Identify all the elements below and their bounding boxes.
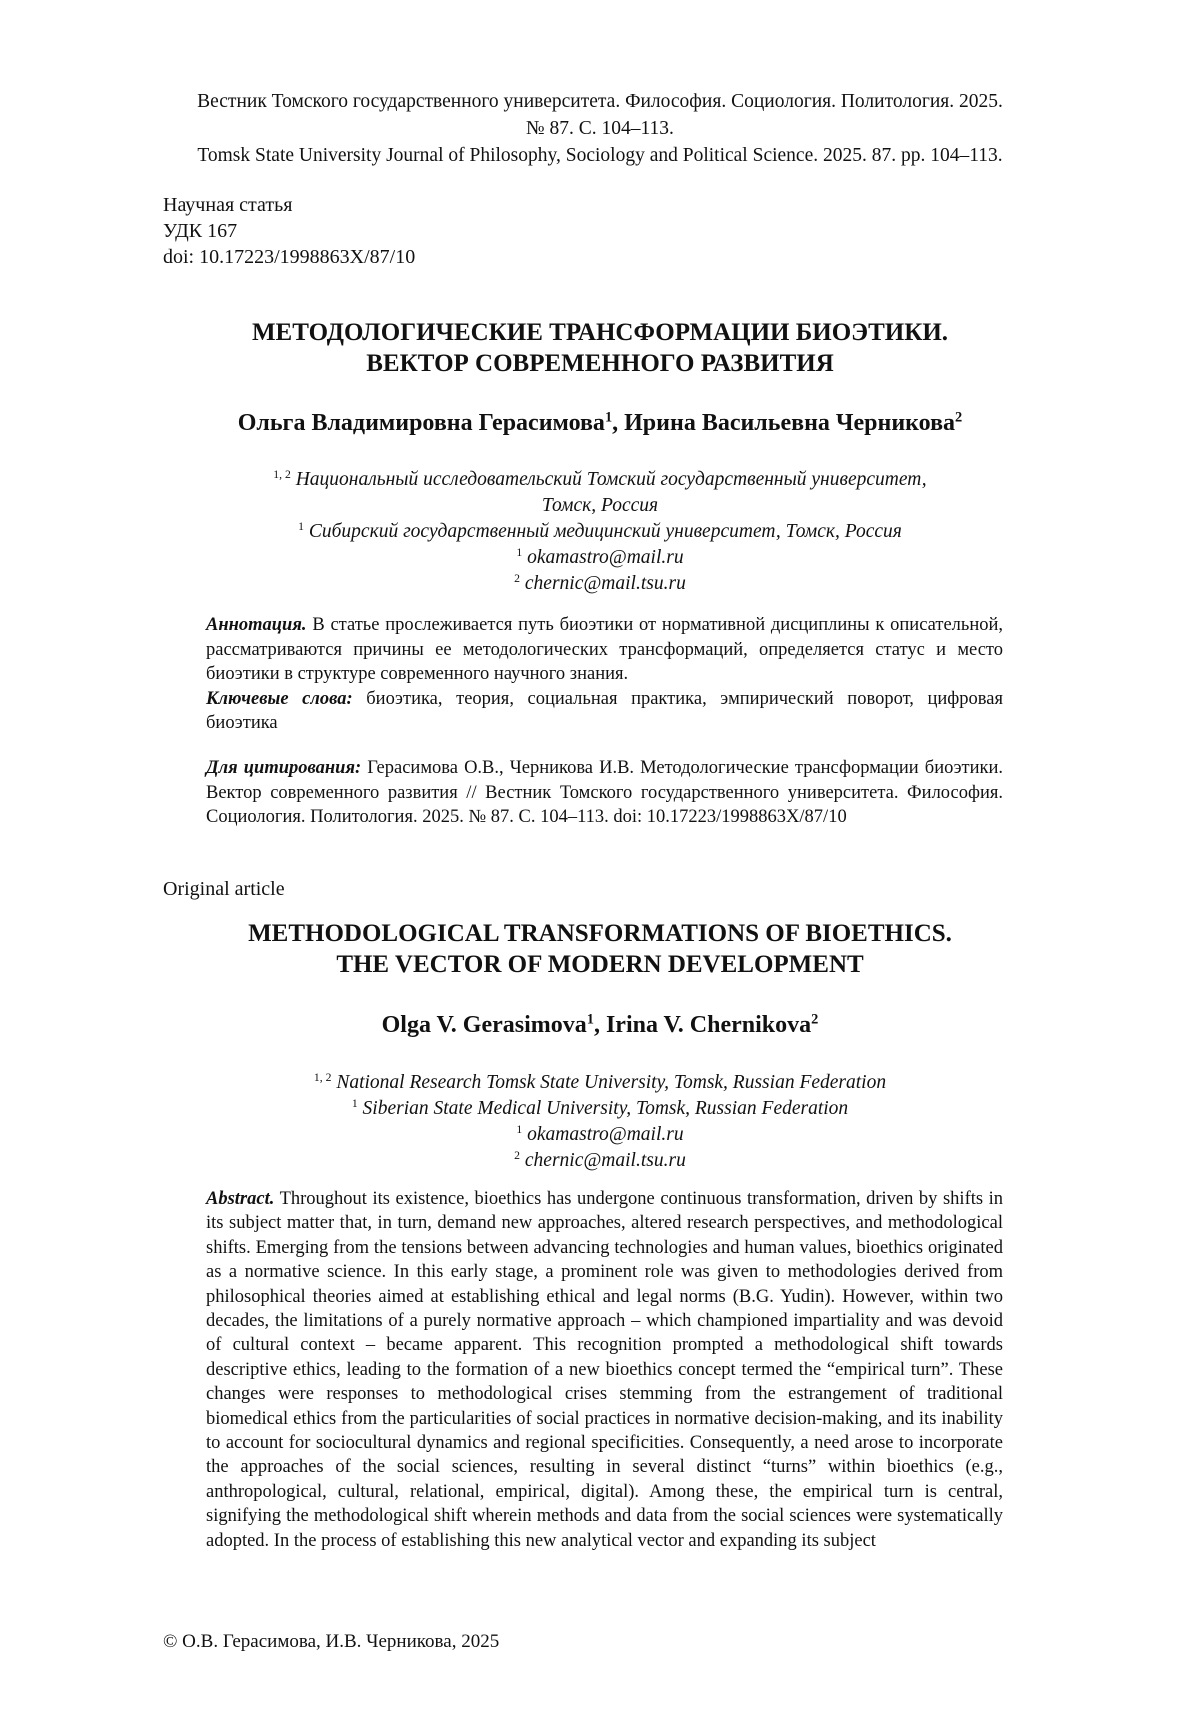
annotation-label: Аннотация. [206,615,307,635]
author-en-1: Olga V. Gerasimova [381,1012,587,1038]
annotation-ru [206,613,1003,736]
author-en-1-sup: 1 [586,1011,594,1028]
email-ru-1 [150,545,1050,571]
udk-code: УДК 167 [163,220,238,242]
email-en-1-sup: 1 [516,1122,523,1136]
author-ru-1: Ольга Владимировна Герасимова [237,410,605,436]
email-en-2-sup: 2 [514,1148,521,1162]
email-en-2 [150,1148,1050,1174]
affil-en-1-sup: 1, 2 [313,1070,332,1084]
affiliations-en [150,1070,1050,1174]
affil-ru-2-text: Сибирский государственный медицинский университет, Томск, Россия [308,521,902,542]
email-ru-2-link[interactable]: chernic@mail.tsu.ru [524,573,686,594]
journal-header-line-en: Tomsk State University Journal of Philosophy, Sociology and Political Science. 2025. 87. pp. 104–113. [197,145,1003,166]
affil-ru-1-text: Национальный исследовательский Томский государственный университет, [295,469,927,490]
citation-text: Герасимова О.В., Черникова И.В. Методологические трансформации биоэтики. Вектор современного развития // Вестник Томского государственного университета. Философия. Социология. Политология. 2025. № 87. С. 104–113. doi: 10.17223/1998863X/87/10 [206,758,1004,827]
email-ru-1-link[interactable]: okamastro@mail.ru [527,547,684,568]
author-en-2-sup: 2 [811,1011,819,1028]
journal-header-issue: № 87. С. 104–113. [526,118,674,139]
keywords-label: Ключевые слова: [206,688,353,709]
annotation-text: В статье прослеживается путь биоэтики от нормативной дисциплины к описательной, рассматриваются причины ее методологических трансформаций, определяется статус и место биоэтики в структуре современного научного знания. [206,615,1004,684]
title-en-line2: THE VECTOR OF MODERN DEVELOPMENT [336,951,864,978]
keywords-text: биоэтика, теория, социальная практика, эмпирический поворот, цифровая биоэтика [206,688,1003,733]
title-en [150,918,1050,980]
affil-en-1 [150,1070,1050,1096]
title-ru-line2: ВЕКТОР СОВРЕМЕННОГО РАЗВИТИЯ [366,350,834,377]
article-meta [163,192,415,270]
affil-en-2-sup: 1 [351,1096,358,1110]
affil-en-2-text: Siberian State Medical University, Tomsk, Russian Federation [362,1098,849,1119]
author-ru-2-sup: 2 [955,409,963,426]
authors-en: Olga V. Gerasimova$^1$, Irina V. Chernikova$^2$ [381,1011,819,1038]
citation-ru [206,756,1003,830]
article-type: Научная статья [163,194,293,216]
email-ru-2 [150,571,1050,597]
author-en-2: Irina V. Chernikova [605,1012,812,1038]
title-en-line1: METHODOLOGICAL TRANSFORMATIONS OF BIOETHICS. [248,920,952,947]
email-ru-1-sup: 1 [516,545,523,559]
abstract-en [206,1187,1003,1553]
author-ru-2: Ирина Васильевна Черникова [624,410,956,436]
affil-en-2 [150,1096,1050,1122]
affil-ru-1-line2: Томск, Россия [541,495,659,516]
article-type-en: Original article [163,878,285,900]
affil-en-1-text: National Research Tomsk State University, Tomsk, Russian Federation [336,1072,887,1093]
email-en-1-link[interactable]: okamastro@mail.ru [527,1124,684,1145]
journal-header [150,88,1050,169]
author-ru-1-sup: 1 [604,409,613,426]
affil-ru-2-sup: 1 [298,519,304,533]
abstract-text: Throughout its existence, bioethics has undergone continuous transformation, driven by shifts in its subject matter that, in turn, demand new approaches, altered research perspectives, and methodological shifts. Emerging from the tensions between advancing technologies and human values, bioethics originated as a normative science. In this early stage, a prominent role was given to methodologies derived from philosophical theories aimed at establishing ethical and legal norms (B.G. Yudin). However, within two decades, the limitations of a purely normative approach – which championed impartiality and was devoid of cultural context – became apparent. This recognition prompted a methodological shift towards descriptive ethics, leading to the formation of a new bioethics concept termed the “empirical turn”. These changes were responses to methodological crises stemming from the estrangement of traditional biomedical ethics from the particularities of social practices in normative decision-making, and its inability to account for sociocultural dynamics and regional specificities. Consequently, a need arose to incorporate the approaches of the social sciences, resulting in several distinct “turns” within bioethics (e.g., anthropological, cultural, relational, empirical, digital). Among these, the empirical turn is central, signifying the methodological shift wherein methods and data from the social sciences were systematically adopted. In the process of establishing this new analytical vector and expanding its subject [206,1189,1004,1551]
authors-ru: Ольга Владимировна Герасимова$^1$, Ирина Васильевна Черникова$^2$ [237,409,963,436]
citation-label: Для цитирования: [206,758,362,778]
journal-header-line-ru: Вестник Томского государственного университета. Философия. Социология. Политология. 2025. [197,91,1003,112]
copyright-footer: © О.В. Герасимова, И.В. Черникова, 2025 [163,1631,500,1652]
affil-ru-2 [150,519,1050,545]
affiliations-ru [150,467,1050,597]
affil-ru-1-line1 [150,467,1050,493]
affil-ru-1-sup: 1, 2 [273,467,291,481]
email-en-2-link[interactable]: chernic@mail.tsu.ru [524,1150,686,1171]
doi-link[interactable]: doi: 10.17223/1998863X/87/10 [163,246,416,268]
email-ru-2-sup: 2 [514,571,521,585]
abstract-label: Abstract. [206,1189,275,1209]
title-ru [150,317,1050,379]
title-ru-line1: МЕТОДОЛОГИЧЕСКИЕ ТРАНСФОРМАЦИИ БИОЭТИКИ. [251,319,949,346]
email-en-1 [150,1122,1050,1148]
